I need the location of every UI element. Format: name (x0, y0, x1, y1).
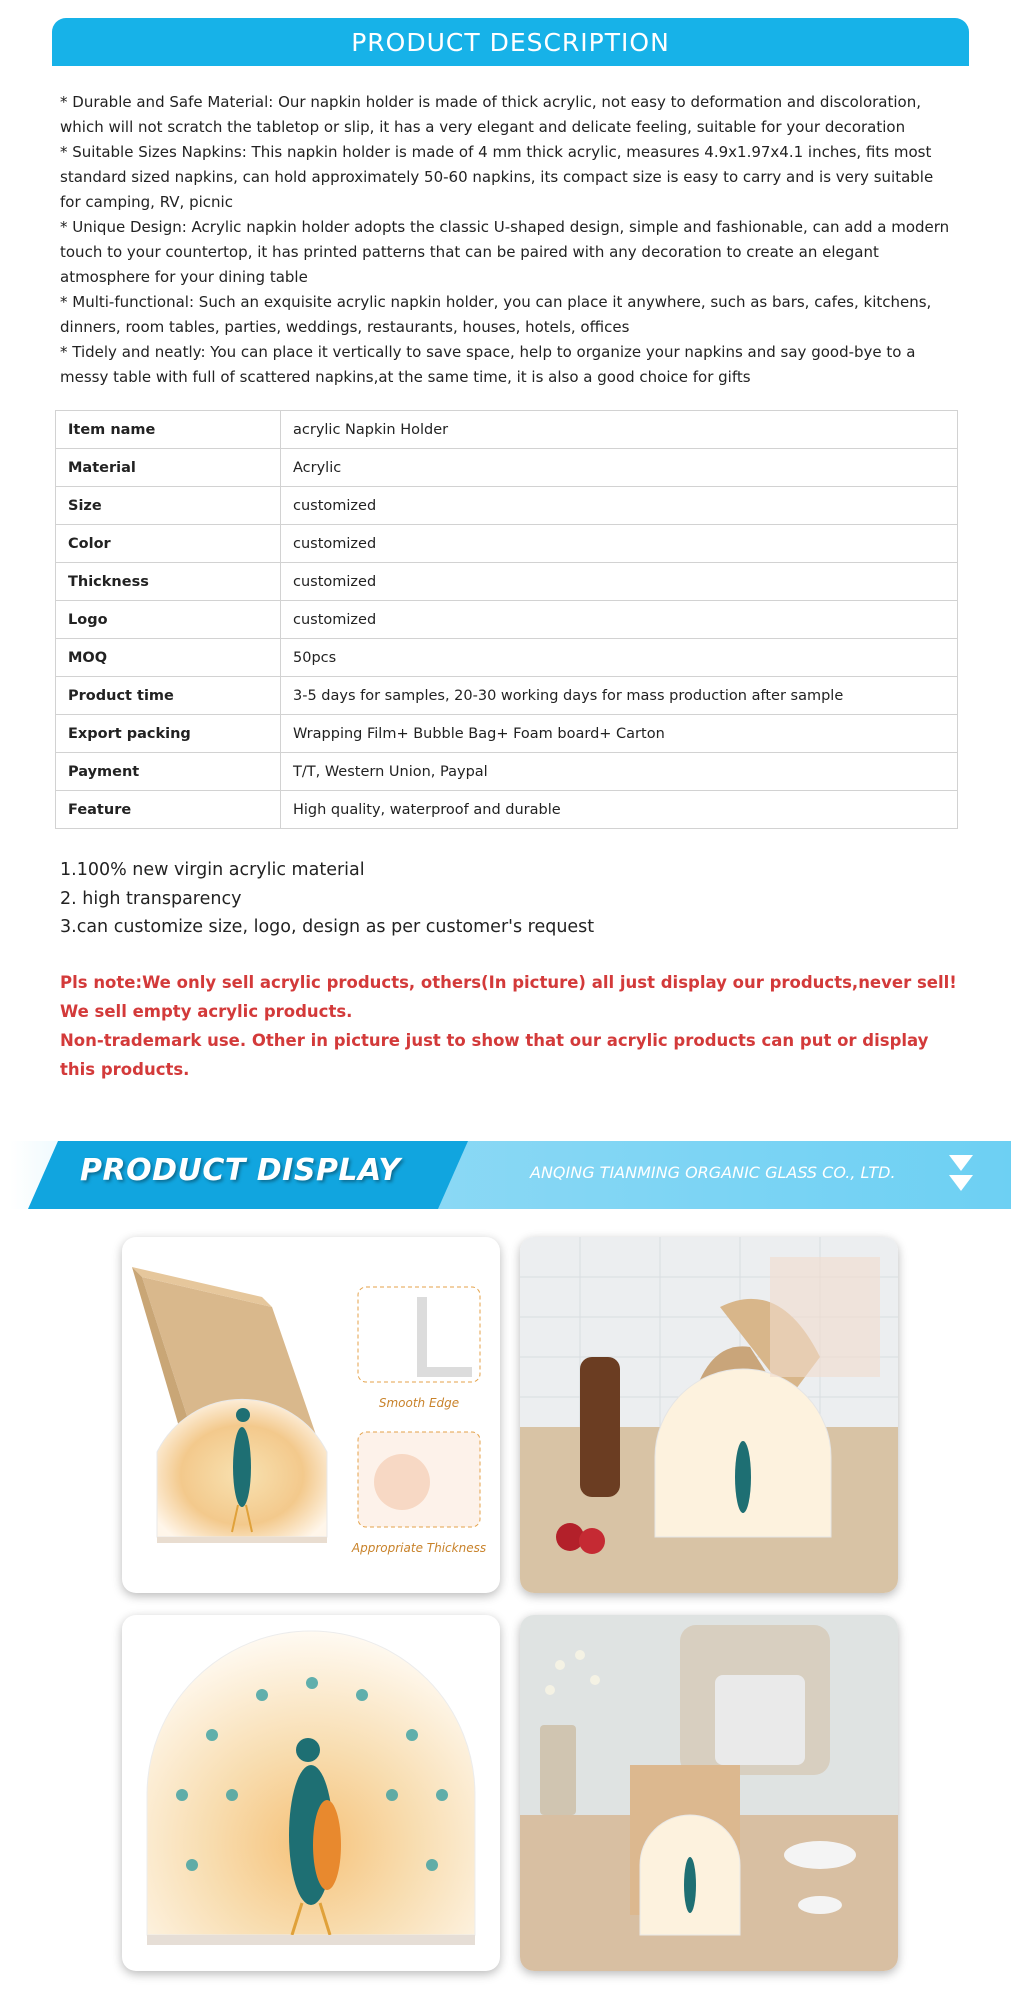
bullet-item: * Durable and Safe Material: Our napkin holder is made of thick acrylic, not easy to deformation and discoloration, which will not scratch the tabletop or slip, it has a very elegant and delicate feeling, suitable for your decoration (60, 93, 921, 136)
table-row (56, 411, 958, 449)
callout-caption: Smooth Edge (378, 1396, 460, 1410)
callout-caption: Appropriate Thickness (351, 1541, 487, 1555)
note-line: Pls note:We only sell acrylic products, others(In picture) all just display our products,never sell! We sell empty acrylic products. (60, 973, 957, 1021)
spec-key: Item name (56, 411, 281, 449)
table-row (56, 753, 958, 791)
section-title: PRODUCT DESCRIPTION (351, 27, 670, 57)
bullet-item: * Tidely and neatly: You can place it vertically to save space, help to organize your napkins and say good-bye to a messy table with full of scattered napkins,at the same time, it is also a good choice for gifts (60, 343, 916, 386)
spec-table (55, 410, 958, 829)
list-item: 1.100% new virgin acrylic material (60, 860, 365, 880)
spec-key: Size (56, 487, 281, 525)
spec-key: Feature (56, 791, 281, 829)
spec-key: Export packing (56, 715, 281, 753)
spec-value: customized (281, 563, 958, 601)
disclaimer-note (60, 968, 960, 1084)
table-row (56, 487, 958, 525)
spec-value: 50pcs (281, 639, 958, 677)
table-row (56, 791, 958, 829)
spec-value: acrylic Napkin Holder (281, 411, 958, 449)
spec-value: customized (281, 601, 958, 639)
product-image-table (520, 1615, 898, 1971)
product-description-banner (52, 18, 969, 66)
spec-value: Acrylic (281, 449, 958, 487)
product-image-closeup (122, 1615, 500, 1971)
table-row (56, 601, 958, 639)
spec-key: Product time (56, 677, 281, 715)
table-row (56, 715, 958, 753)
table-row (56, 525, 958, 563)
table-row (56, 639, 958, 677)
spec-value: customized (281, 525, 958, 563)
list-item: 2. high transparency (60, 888, 242, 909)
product-image-details (122, 1237, 500, 1593)
feature-list (60, 856, 594, 942)
spec-value: 3-5 days for samples, 20-30 working days for mass production after sample (281, 677, 958, 715)
spec-key: Material (56, 449, 281, 487)
bullet-item: * Suitable Sizes Napkins: This napkin holder is made of 4 mm thick acrylic, measures 4.9x1.97x4.1 inches, fits most standard sized napkins, can hold approximately 50-60 napkins, its compact size is easy to carry and is very suitable for camping, RV, picnic (60, 143, 934, 211)
product-display-banner (10, 1141, 1011, 1209)
note-line: Non-trademark use. Other in picture just to show that our acrylic products can put or display this products. (60, 1031, 929, 1079)
spec-key: Thickness (56, 563, 281, 601)
spec-value: Wrapping Film+ Bubble Bag+ Foam board+ Carton (281, 715, 958, 753)
bullet-item: * Unique Design: Acrylic napkin holder adopts the classic U-shaped design, simple and fashionable, can add a modern touch to your countertop, it has printed patterns that can be paired with any decoration to create an elegant atmosphere for your dining table (60, 218, 950, 286)
spec-key: Payment (56, 753, 281, 791)
spec-value: customized (281, 487, 958, 525)
spec-key: Color (56, 525, 281, 563)
list-item: 3.can customize size, logo, design as per customer's request (60, 917, 595, 937)
spec-value: High quality, waterproof and durable (281, 791, 958, 829)
table-row (56, 563, 958, 601)
bullet-item: * Multi-functional: Such an exquisite acrylic napkin holder, you can place it anywhere, such as bars, cafes, kitchens, dinners, room tables, parties, weddings, restaurants, houses, hotels, offices (60, 293, 932, 336)
description-bullets (60, 90, 950, 390)
table-row (56, 449, 958, 487)
product-image-kitchen (520, 1237, 898, 1593)
double-chevron-down-icon (948, 1153, 974, 1197)
table-row (56, 677, 958, 715)
spec-key: MOQ (56, 639, 281, 677)
spec-key: Logo (56, 601, 281, 639)
company-name: ANQING TIANMING ORGANIC GLASS CO., LTD. (530, 1163, 896, 1182)
section-title: PRODUCT DISPLAY (80, 1153, 401, 1188)
spec-value: T/T, Western Union, Paypal (281, 753, 958, 791)
